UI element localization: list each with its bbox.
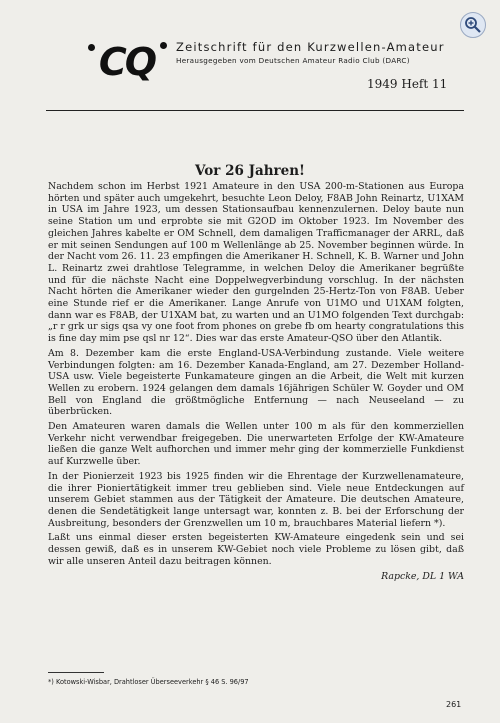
paragraph: In der Pionierzeit 1923 bis 1925 finden wir die Ehrentage der Kurzwellenamateure, die ihrer Pioniertätigkeit immer treu geblieben sind. Viele neue Entdeckungen auf unserem Gebiet stammen aus der Tätigkeit der Amateure. Die deutschen Amateure, denen die Sendetätigkeit lange untersagt war, konnten z. B. bei der Erforschung der Ausbreitung, besonders der Grenzwellen um 10 m, brauchbares Material liefern *). xyxy=(48,470,464,529)
zoom-in-icon[interactable] xyxy=(460,12,486,38)
magazine-subtitle: Herausgegeben vom Deutschen Amateur Radio Club (DARC) xyxy=(176,56,410,65)
footnote-divider xyxy=(48,672,104,673)
article-body xyxy=(48,181,464,582)
footnote: *) Kotowski-Wisbar, Drahtloser Überseeverkehr § 46 S. 96/97 xyxy=(48,678,249,686)
paragraph: Den Amateuren waren damals die Wellen unter 100 m als für den kommerziellen Verkehr nicht verwendbar freigegeben. Die unerwarteten Erfolge der KW-Amateure ließen die ganze Welt aufhorchen und immer mehr ging der kommerzielle Funkdienst auf Kurzwelle über. xyxy=(48,421,464,468)
cq-logo xyxy=(84,36,170,88)
magazine-title: Zeitschrift für den Kurzwellen-Amateur xyxy=(176,40,445,54)
article-title: Vor 26 Jahren! xyxy=(195,163,305,179)
header-divider xyxy=(46,110,464,111)
paragraph: Nachdem schon im Herbst 1921 Amateure in den USA 200-m-Stationen aus Europa hörten und später auch umgekehrt, besuchte Leon Deloy, F8AB John Reinartz, U1XAM in USA im Jahre 1923, um dessen Stationsaufbau kennenzulernen. Deloy baute nun seine Station um und erprobte sie mit G2OD im Oktober 1923. Im November des gleichen Jahres kabelte er OM Schnell, dem damaligen Trafficmanager der ARRL, daß er mit seinen Sendungen auf 100 m Wellenlänge ab 25. November beginnen würde. In der Nacht vom 26. 11. 23 empfingen die Amerikaner H. Schnell, K. B. Warner und John L. Reinartz zwei drahtlose Telegramme, in welchen Deloy die Amerikaner begrüßte und für die nächste Nacht eine Doppelwegverbindung vorschlug. In der nächsten Nacht hörten die Amerikaner wieder den gurgelnden 25-Hertz-Ton von F8AB. Ueber eine Stunde rief er die Amerikaner. Lange Anrufe von U1MO und U1XAM folgten, dann war es F8AB, der U1XAM bat, zu warten und an U1MO folgenden Text durchgab: „r r grk ur sigs qsa vy one foot from phones on grebe fb om hearty congratulations this is fine day mim pse qsl nr 12“. Dies war das erste Amateur-QSO über den Atlantik. xyxy=(48,181,464,345)
issue-label: 1949 Heft 11 xyxy=(367,77,448,91)
paragraph: Am 8. Dezember kam die erste England-USA-Verbindung zustande. Viele weitere Verbindungen folgten: am 16. Dezember Kanada-England, am 27. Dezember Holland-USA usw. Viele begeisterte Funkamateure gingen an die Arbeit, die Welt mit kurzen Wellen zu erobern. 1924 gelangen dem damals 16jährigen Schüler W. Goyder und OM Bell von England die größtmögliche Entfernung — nach Neuseeland — zu überbrücken. xyxy=(48,347,464,418)
paragraph: Laßt uns einmal dieser ersten begeisterten KW-Amateure eingedenk sein und sei dessen gewiß, daß es in unserem KW-Gebiet noch viele Probleme zu lösen gibt, daß wir alle unseren Anteil dazu beitragen können. xyxy=(48,532,464,567)
logo-text: CQ xyxy=(98,40,156,84)
author-signature: Rapcke, DL 1 WA xyxy=(381,570,464,582)
page-number: 261 xyxy=(446,700,462,709)
